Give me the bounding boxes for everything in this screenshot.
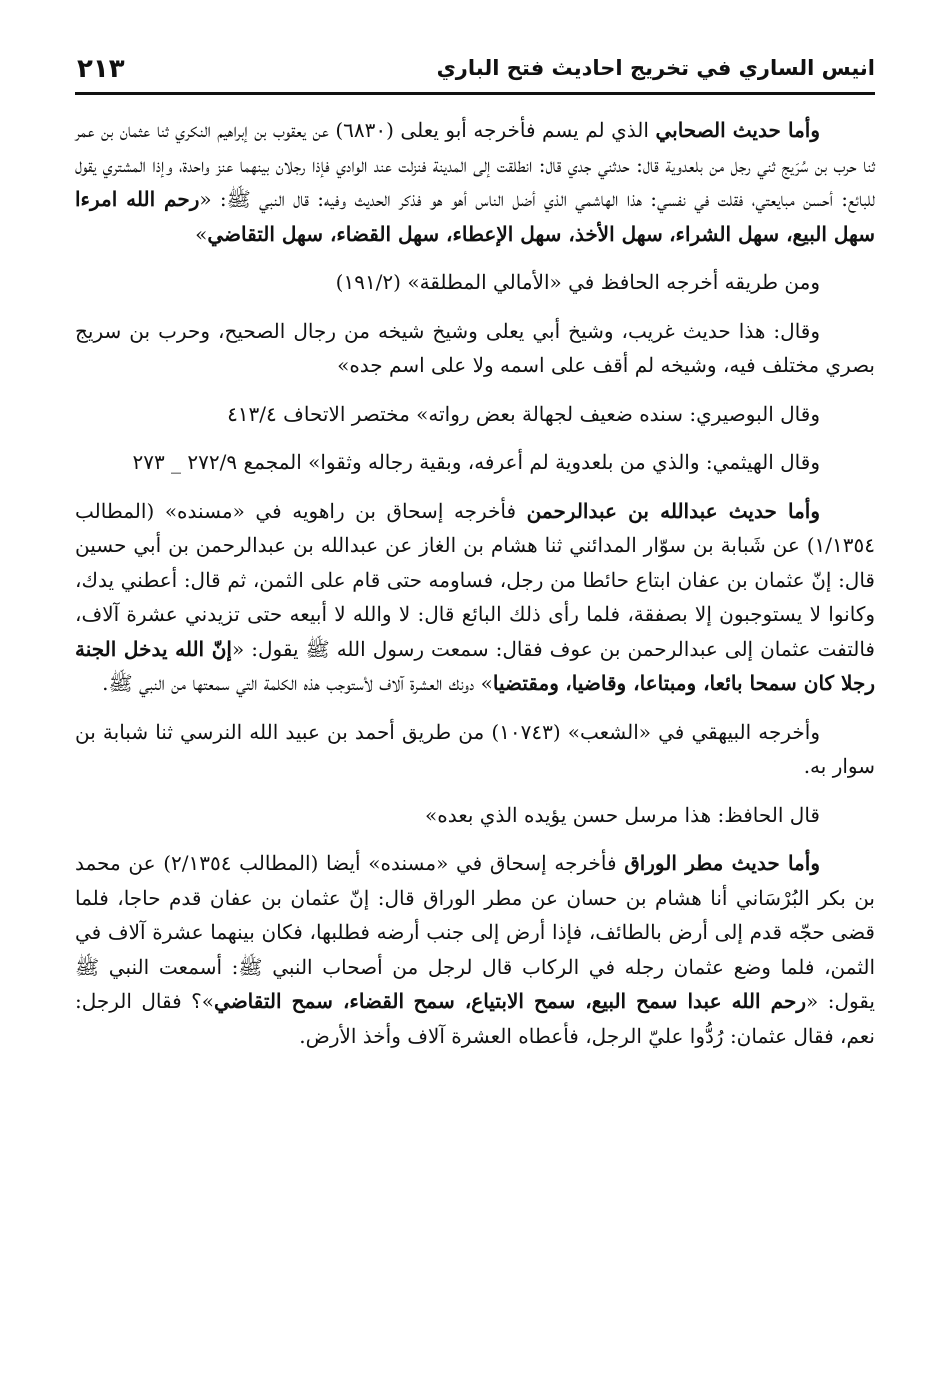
bold-text-run: وأما حديث عبدالله بن عبدالرحمن [526,498,820,523]
body-text [75,113,875,1053]
text-run: فأخرجه إسحاق في «مسنده» أيضا (المطالب ٢/١٣٥٤) عن [128,851,625,875]
text-run: الذي لم يسم فأخرجه أبو يعلى (٦٨٣٠) عن يعقوب بن [254,118,656,142]
text-run: » دونك العشرة آلاف لأستوجب هذه الكلمة التي سمعتها من النبي ﷺ. [102,671,493,695]
text-run: رسول الله ﷺ يقول: « [231,636,424,661]
paragraph [75,113,875,251]
text-run: العشرة آلاف وأخذ الأرض. [299,1023,512,1048]
text-run: المشتري يقول للبائع: أحسن مبايعتي، فقلت في نفسي: هذا الهاشمي الذي أضل الناس [75,152,875,211]
paragraph [75,494,875,701]
text-run: أبيعه حتى تزيدني عشرة آلاف، فالتفت عثمان إلى عبدالرحمن بن عوف فقال: سمعت [75,602,875,661]
paragraph [75,846,875,1053]
paragraph [75,798,875,833]
bold-text-run: وأما حديث الصحابي [655,118,820,142]
text-run: وحرب بن سريج بصري مختلف فيه، وشيخه لم أقف على اسمه ولا على اسم جده» [75,318,875,377]
text-run: قال: أعطني يدك، وكانوا لا يستوجبون إلا بصفقة، فلما رأى ذلك البائع قال: لا والله لا [75,567,875,626]
paragraph [75,314,875,383]
bold-text-run: إنّ الله يدخل الجنة رجلا كان سمحا بائعا، ومبتاعا، وقاضيا، [75,636,875,695]
text-run: فأخرجه إسحاق بن راهويه في «مسنده» (المطالب [75,498,527,523]
bold-text-run: ومقتضيا [492,671,559,695]
bold-text-run: القضاء، سمح التقاضي [214,989,405,1013]
paragraph [75,265,875,300]
text-run: النبي ﷺ: أسمعت النبي ﷺ يقول: « [75,954,875,1013]
page-number: ٢١٣ [77,54,125,84]
text-run: قال الحافظ: هذا مرسل حسن يؤيده الذي بعده» [425,802,820,827]
paragraph [75,397,875,432]
bold-text-run: سهل الأخذ، سهل الإعطاء، سهل القضاء، سهل التقاضي [207,221,663,246]
text-run: »؟ فقال الرجل: نعم، فقال عثمان: رُدُّوا عليّ الرجل، فأعطاه [75,989,875,1048]
paragraph [75,715,875,784]
text-run: وأخرجه البيهقي في «الشعب» (١٠٧٤٣) من طريق أحمد بن عبيد الله النرسي ثنا [155,719,821,744]
text-run: » [195,221,208,246]
bold-text-run: وأما حديث مطر الوراق [624,851,820,875]
bold-text-run: رحم الله عبدا سمح البيع، سمح الابتياع، سمح [413,989,806,1013]
text-run: وقال: هذا حديث غريب، وشيخ أبي يعلى وشيخ شيخه من رجال الصحيح، [218,318,821,343]
text-run: حاجا، فلما قضى حجّه قدم إلى أرض بالطائف، فإذا أرض إلى جنب أرضه فطلبها، فكان [75,885,875,944]
text-run: إبراهيم النكري ثنا عثمان بن عمر ثنا حرب بن سُرَيج ثني رجل من بلعدوية قال: حدثني [75,118,875,177]
book-title: انيس الساري في تخريج احاديث فتح الباري [436,56,875,80]
text-run: بينهما عشرة آلاف في الثمن، فلما وضع عثمان رجله في الركاب قال لرجل من أصحاب [75,920,875,979]
text-run: وقال الهيثمي: والذي من بلعدوية لم أعرفه، وبقية رجاله وثقوا» المجمع ٢٧٢/٩ _ ٢٧٣ [132,450,820,474]
text-run: ١/١٣٥٤) عن شَبابة بن سوّار المدائني ثنا هشام بن الغاز عن عبدالله بن عبدالرحمن بن أبي [133,533,875,557]
text-run: ومن طريقه أخرجه الحافظ في «الأمالي المطلقة» (١٩١/٢) [335,270,820,294]
text-run: محمد بن بكر البُرْسَاني أنا هشام بن حسان عن مطر الوراق قال: إنّ عثمان بن عفان قدم [75,851,875,910]
running-header [75,48,875,95]
text-run: وقال البوصيري: سنده ضعيف لجهالة بعض رواته» مختصر الاتحاف ٤١٣/٤ [227,401,820,426]
text-run: شبابة بن سوار به. [75,719,875,778]
bold-text-run: رحم الله امرءا سهل البيع، سهل الشراء، [75,187,875,246]
text-run: حسين قال: إنّ عثمان بن عفان ابتاع حائطا من رجل، فساومه حتى قام على الثمن، ثم [75,533,875,592]
paragraph [75,445,875,480]
text-run: جدي قال: انطلقت إلى المدينة فنزلت عند الوادي فإذا رجلان بينهما عنز واحدة، وإذا [152,152,592,177]
text-run: أهو هو فذكر الحديث وفيه: قال النبي ﷺ: « [199,187,468,211]
